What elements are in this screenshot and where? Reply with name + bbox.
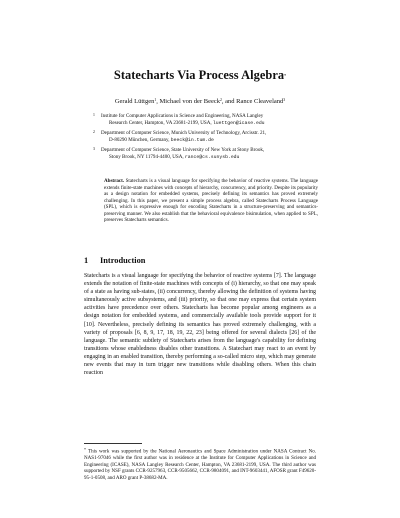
abstract-label: Abstract.: [104, 178, 125, 184]
author-name: Rance Cleaveland: [236, 98, 284, 106]
affiliation-email: rance@cs.sunysb.edu: [184, 154, 240, 160]
paper-title-text: Statecharts Via Process Algebra: [113, 68, 285, 82]
author-affil-mark: 2: [219, 98, 222, 102]
affiliation-address: Research Center, Hampton, VA 23681-2199, USA,: [109, 119, 212, 126]
affiliation-line: [101, 154, 323, 162]
author-affil-mark: 3: [283, 98, 286, 102]
section-number: 1: [84, 256, 89, 265]
affiliation: [93, 130, 323, 144]
affiliation-mark: 2: [93, 130, 95, 135]
section-heading: [84, 256, 145, 265]
abstract: [104, 178, 318, 224]
affiliation-line: Institute for Computer Applications in Science and Engineering, NASA Langley: [101, 113, 264, 119]
affiliation-mark: 1: [93, 113, 95, 117]
affiliation-email: beeck@in.tum.de: [170, 137, 214, 143]
abstract-text: Statecharts is a visual language for specifying the behavior of reactive systems. The language extends finite-state machines with concepts of hierarchy, concurrency, and priority. Despite its popularity as a design notation for embedded systems, precisely defining its semantics has proved extremely challenging. In this paper, we present a simple process algebra, called Statecharts Process Language (SPL), which is expressive enough for encoding Statecharts in a structure-preserving and semantics-preserving manner. We also establish that the behavioral equivalence bisimulation, when applied to SPL, preserves Statecharts semantics.: [104, 178, 318, 224]
affiliation-line: Department of Computer Science, Munich University of Technology, Arcisstr. 21,: [101, 130, 267, 137]
affiliation: [93, 113, 323, 127]
affiliation-address: Stony Brook, NY 11794-4400, USA,: [109, 153, 184, 160]
footnote-rule: [84, 443, 142, 444]
author-separator: , and: [221, 98, 237, 106]
affiliation-list: [93, 113, 323, 165]
author-name: Michael von der Beeck: [159, 98, 220, 106]
introduction-paragraph: Statecharts is a visual language for specifying the behavior of reactive systems [7]. The language extends the notation of finite-state machines with concepts of (i) hierarchy, so that one may speak of a state as having sub-states, (ii) concurrency, thereby allowing the definition of systems having simultaneously active subsystems, and (iii) priority, so that one may express that certain system activities have precedence over others. Statecharts has become popular among engineers as a design notation for embedded systems, and commercially available tools provide support for it [10]. Nevertheless, precisely defining its semantics has proved extremely challenging, with a variety of proposals [6, 8, 9, 17, 18, 19, 22, 23] being offered for several dialects [26] of the language. The semantic subtlety of Statecharts arises from the language's capability for defining transitions whose enabledness disables other transitions. A Statechart may react to an event by engaging in an enabled transition, thereby performing a so-called micro step, which may generate new events that may in turn trigger new transitions while disabling others. When this chain reaction: [84, 273, 316, 377]
author-separator: ,: [156, 98, 160, 106]
author-affil-mark: 1: [154, 98, 157, 102]
author-name: Gerald Lüttgen: [114, 98, 155, 106]
footnote-text: This work was supported by the National Aeronautics and Space Administration under NASA Contract No. NAS1-97046 while the first author was in residence at the Institute for Computer Applications in Science and Engineering (ICASE), NASA Langley Research Center, Hampton, VA 23681-2199, USA. The third author was supported by NSF grants CCR-9257963, CCR-9505662, CCR-9804091, and INT-9603441, AFOSR grant F49620-95-1-0508, and ARO grant P-38682-MA.: [84, 448, 317, 481]
footnote-mark: *: [84, 447, 86, 452]
paper-title: [0, 68, 400, 83]
author-list: [0, 98, 400, 105]
affiliation-email: luettgen@icase.edu: [212, 120, 265, 126]
affiliation-line: Department of Computer Science, State University of New York at Stony Brook,: [101, 147, 265, 154]
title-footnote-mark: *: [284, 73, 287, 78]
affiliation: [93, 147, 323, 161]
affiliation-mark: 3: [93, 147, 95, 152]
section-title: Introduction: [100, 256, 146, 265]
affiliation-address: D-80290 München, Germany,: [109, 136, 170, 143]
affiliation-line: [101, 120, 323, 128]
affiliation-line: [101, 137, 323, 145]
footnote: [84, 447, 316, 481]
